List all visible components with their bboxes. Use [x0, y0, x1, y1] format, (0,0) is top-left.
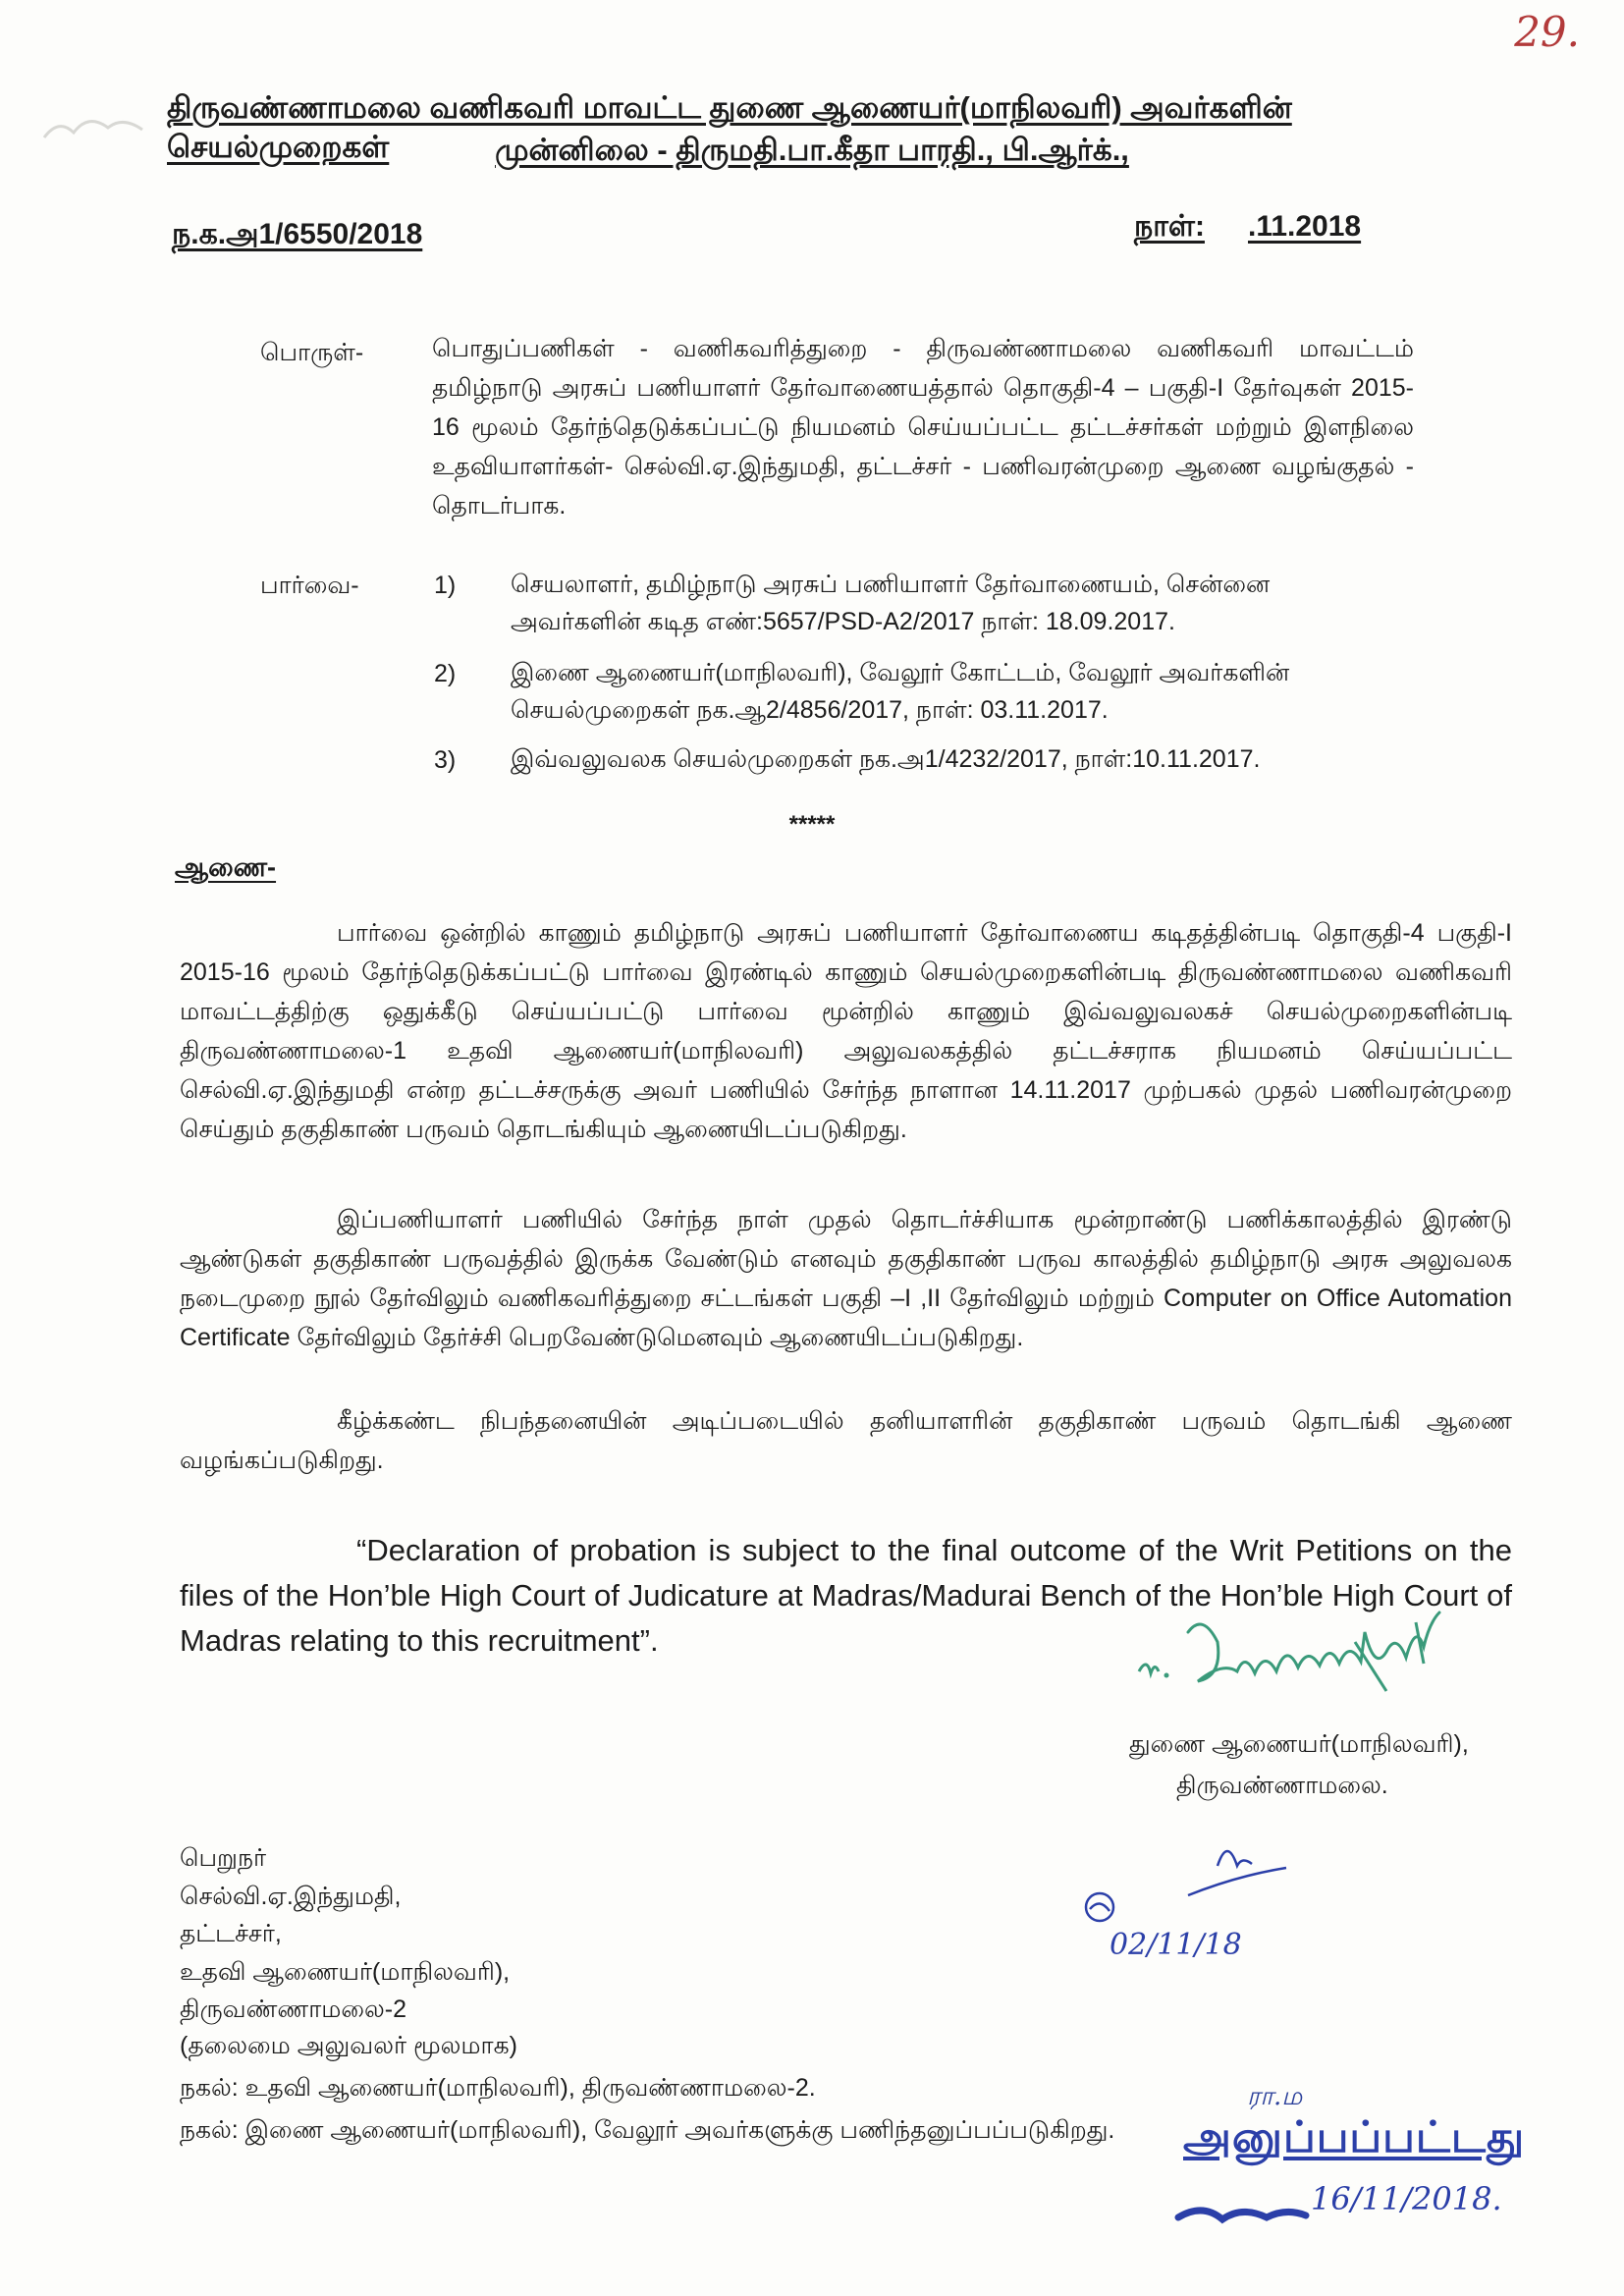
- reference-item-number: 1): [434, 572, 457, 599]
- header-subtitle: [0, 133, 1624, 172]
- handwritten-signature: [1129, 1603, 1453, 1711]
- recipient-line: உதவி ஆணையர்(மாநிலவரி),: [180, 1958, 511, 1986]
- references-label: பார்வை-: [260, 572, 359, 599]
- handwritten-initials: ரா.ம: [1247, 2082, 1303, 2111]
- probation-condition-quote: “Declaration of probation is subject to the final outcome of the Writ Petitions on the files of the Hon’ble High Court of Judicature at Madras/Madurai Bench of the Hon’ble High Court of Madras relating to this recruitment”.: [180, 1533, 1512, 1658]
- reference-item-number: 3): [434, 746, 457, 774]
- section-separator: *****: [788, 811, 836, 838]
- page-number: 29.: [1514, 8, 1580, 56]
- recipient-line: திருவண்ணாமலை-2: [180, 1995, 407, 2023]
- dispatched-stamp: அனுப்பப்பட்டது: [1183, 2113, 1526, 2161]
- signatory-designation: துணை ஆணையர்(மாநிலவரி),: [1129, 1730, 1469, 1758]
- order-paragraph: இப்பணியாளர் பணியில் சேர்ந்த நாள் முதல் தொடர்ச்சியாக மூன்றாண்டு பணிக்காலத்தில் இரண்டு ஆண்டுகள் தகுதிகாண் பருவத்தில் இருக்க வேண்டும் எனவும் தகுதிகாண் பருவ காலத்தில் தமிழ்நாடு அரசு அலுவலக நடைமுறை நூல் தேர்விலும் வணிகவரித்துறை சட்டங்கள் பகுதி –I ,II தேர்விலும் மற்றும் Computer on Office Automation Certificate தேர்விலும் தேர்ச்சி பெறவேண்டுமெனவும் ஆணையிடப்படுகிறது.: [180, 1206, 1512, 1351]
- order-paragraph: கீழ்க்கண்ட நிபந்தனையின் அடிப்படையில் தனியாளரின் தகுதிகாண் பருவம் தொடங்கி ஆணை வழங்கப்படுகிறது.: [180, 1407, 1512, 1474]
- signatory-place: திருவண்ணாமலை.: [1176, 1772, 1388, 1799]
- reference-item-text: செயலாளர், தமிழ்நாடு அரசுப் பணியாளர் தேர்வாணையம், சென்னை அவர்களின் கடித எண்:5657/PSD-A2/2017 நாள்: 18.09.2017.: [511, 571, 1271, 635]
- received-note-date: 02/11/18: [1110, 1928, 1242, 1962]
- reference-item-text: இவ்வலுவலக செயல்முறைகள் நக.அ1/4232/2017, நாள்:10.11.2017.: [511, 745, 1261, 773]
- copy-to-line: நகல்: இணை ஆணையர்(மாநிலவரி), வேலூர் அவர்களுக்கு பணிந்தனுப்பப்படுகிறது.: [180, 2116, 1115, 2144]
- dispatched-stamp-date: 16/11/2018.: [1311, 2180, 1502, 2217]
- date-label: நாள்:: [1134, 210, 1205, 243]
- subject-text: பொதுப்பணிகள் - வணிகவரித்துறை - திருவண்ணாமலை வணிகவரி மாவட்டம் தமிழ்நாடு அரசுப் பணியாளர் தேர்வாணையத்தால் தொகுதி-4 – பகுதி-I தேர்வுகள் 2015-16 மூலம் தேர்ந்தெடுக்கப்பட்டு நியமனம் செய்யப்பட்ட தட்டச்சர்கள் மற்றும் இளநிலை உதவியாளர்கள்- செல்வி.ஏ.இந்துமதி, தட்டச்சர் - பணிவரன்முறை ஆணை வழங்குதல் - தொடர்பாக.: [432, 335, 1414, 519]
- subject-label: பொருள்-: [260, 339, 364, 366]
- recipient-heading: பெறுநர்: [180, 1844, 267, 1872]
- reference-number: ந.க.அ1/6550/2018: [172, 218, 423, 250]
- order-paragraph: பார்வை ஒன்றில் காணும் தமிழ்நாடு அரசுப் பணியாளர் தேர்வாணைய கடிதத்தின்படி தொகுதி-4 பகுதி-I 2015-16 மூலம் தேர்ந்தெடுக்கப்பட்டு பார்வை இரண்டில் காணும் செயல்முறைகளின்படி திருவண்ணாமலை வணிகவரி மாவட்டத்திற்கு ஒதுக்கீடு செய்யப்பட்டு பார்வை மூன்றில் காணும் இவ்வலுவலகச் செயல்முறைகளின்படி திருவண்ணாமலை-1 உதவி ஆணையர்(மாநிலவரி) அலுவலகத்தில் தட்டச்சராக நியமனம் செய்யப்பட்ட செல்வி.ஏ.இந்துமதி என்ற தட்டச்சருக்கு அவர் பணியில் சேர்ந்த நாளான 14.11.2017 முற்பகல் முதல் பணிவரன்முறை செய்தும் தகுதிகாண் பருவம் தொடங்கியும் ஆணையிடப்படுகிறது.: [180, 919, 1512, 1143]
- header-subtitle-text: முன்னிலை - திருமதி.பா.கீதா பாரதி., பி.ஆர்க்.,: [495, 133, 1129, 167]
- date-line: [1134, 210, 1361, 247]
- date-value: .11.2018: [1247, 210, 1362, 243]
- reference-item-text: இணை ஆணையர்(மாநிலவரி), வேலூர் கோட்டம், வேலூர் அவர்களின் செயல்முறைகள் நக.ஆ2/4856/2017, நாள்: 03.11.2017.: [511, 659, 1290, 724]
- reference-item-number: 2): [434, 660, 457, 687]
- order-heading: ஆணை-: [175, 852, 277, 882]
- handwritten-received-note: [1070, 1827, 1306, 1974]
- copy-to-line: நகல்: உதவி ஆணையர்(மாநிலவரி), திருவண்ணாமலை-2.: [180, 2074, 816, 2102]
- recipient-line: தட்டச்சர்,: [180, 1920, 282, 1947]
- stamp-smudge: [1173, 2198, 1311, 2227]
- recipient-line: (தலைமை அலுவலர் மூலமாக): [180, 2032, 517, 2059]
- header-title: திருவண்ணாமலை வணிகவரி மாவட்ட துணை ஆணையர்(மாநிலவரி) அவர்களின் செயல்முறைகள்: [167, 90, 1292, 164]
- recipient-line: செல்வி.ஏ.இந்துமதி,: [180, 1883, 402, 1910]
